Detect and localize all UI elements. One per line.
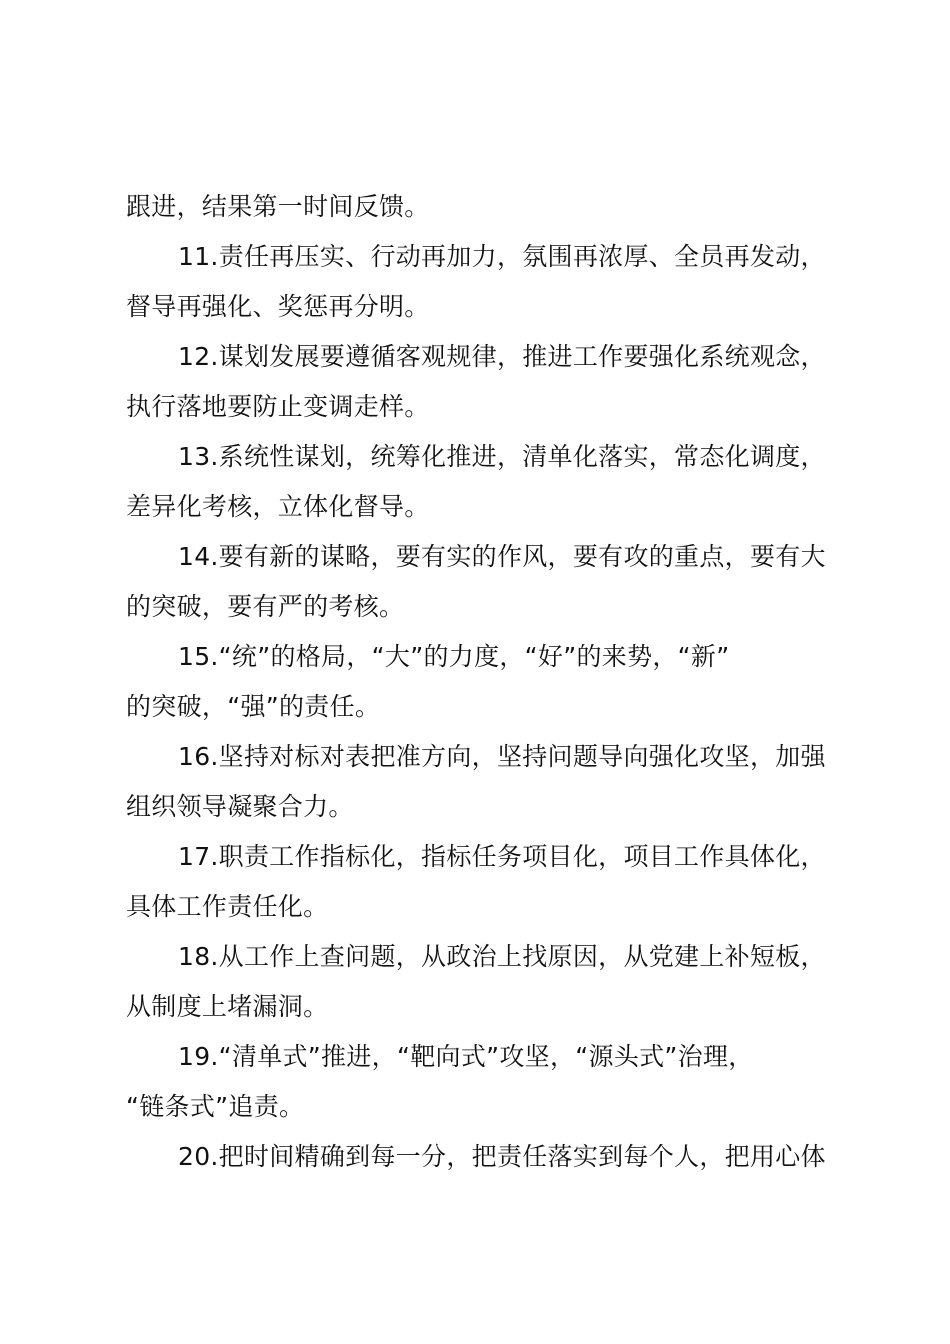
text-line: 跟进，结果第一时间反馈。 <box>126 192 430 221</box>
text-line: 15.“统”的格局，“大”的力度，“好”的来势，“新” <box>178 642 730 671</box>
text-line: 19.“清单式”推进，“靶向式”攻坚，“源头式”治理， <box>178 1042 754 1071</box>
text-line: 的突破，“强”的责任。 <box>126 692 381 721</box>
text-line: 的突破，要有严的考核。 <box>126 592 405 621</box>
text-line: 12.谋划发展要遵循客观规律，推进工作要强化系统观念， <box>178 342 826 371</box>
text-line: 20.把时间精确到每一分，把责任落实到每个人，把用心体 <box>178 1142 826 1171</box>
text-line: 组织领导凝聚合力。 <box>126 792 354 821</box>
text-line: 差异化考核，立体化督导。 <box>126 492 430 521</box>
text-line: 具体工作责任化。 <box>126 892 329 921</box>
text-line: 11.责任再压实、行动再加力，氛围再浓厚、全员再发动， <box>178 242 826 271</box>
text-line: 从制度上堵漏洞。 <box>126 992 329 1021</box>
text-line: 执行落地要防止变调走样。 <box>126 392 430 421</box>
text-line: 18.从工作上查问题，从政治上找原因，从党建上补短板， <box>178 942 826 971</box>
document-body <box>126 182 836 1182</box>
text-line: 14.要有新的谋略，要有实的作风，要有攻的重点，要有大 <box>178 542 826 571</box>
text-line: “链条式”追责。 <box>126 1092 305 1121</box>
text-line: 16.坚持对标对表把准方向，坚持问题导向强化攻坚，加强 <box>178 742 826 771</box>
text-line: 13.系统性谋划，统筹化推进，清单化落实，常态化调度， <box>178 442 826 471</box>
text-line: 督导再强化、奖惩再分明。 <box>126 292 430 321</box>
text-line: 17.职责工作指标化，指标任务项目化，项目工作具体化， <box>178 842 826 871</box>
